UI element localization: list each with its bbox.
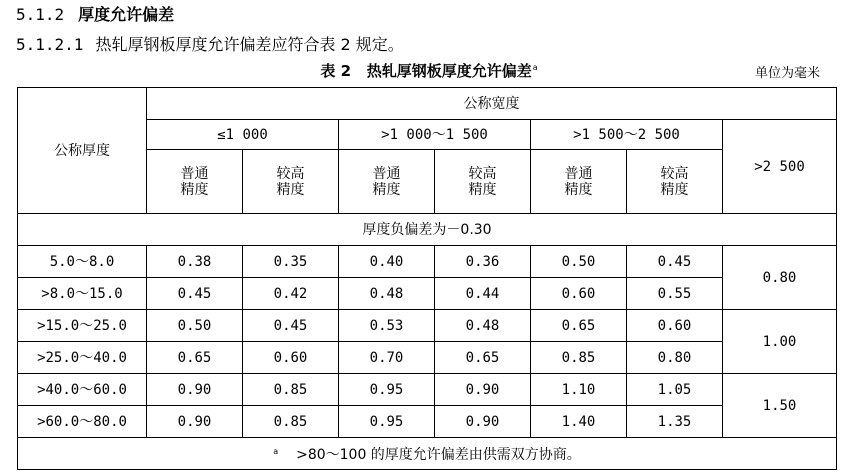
cell-value: 1.10 — [531, 374, 627, 406]
section-title: 厚度允许偏差 — [78, 5, 175, 24]
cell-value: 0.35 — [243, 246, 339, 278]
section-number: 5.1.2 — [16, 5, 65, 24]
table-row — [18, 406, 837, 438]
wide-width-value: 0.80 — [723, 246, 837, 310]
unit-label: 单位为毫米 — [754, 66, 820, 81]
table-label: 表 2 — [320, 62, 352, 80]
cell-value: 0.85 — [243, 406, 339, 438]
cell-value: 0.60 — [531, 278, 627, 310]
width-group-3: >1 500～2 500 — [531, 120, 723, 150]
footnote-text: >80～100 的厚度允许偏差由供需双方协商。 — [296, 447, 581, 463]
width-group-4: >2 500 — [723, 120, 837, 214]
clause-5-1-2-1 — [16, 32, 404, 55]
cell-value: 1.40 — [531, 406, 627, 438]
clause-text: 热轧厚钢板厚度允许偏差应符合表 2 规定。 — [95, 35, 404, 54]
row-thickness: 5.0～8.0 — [18, 246, 147, 278]
table-caption — [0, 60, 858, 81]
cell-value: 0.90 — [435, 374, 531, 406]
table-footnote — [18, 438, 837, 470]
cell-value: 0.44 — [435, 278, 531, 310]
header-nominal-width: 公称宽度 — [147, 88, 837, 120]
cell-value: 0.53 — [339, 310, 435, 342]
cell-value: 0.85 — [531, 342, 627, 374]
cell-value: 0.90 — [147, 406, 243, 438]
table-footnote-mark: a — [532, 63, 538, 72]
row-thickness: >25.0～40.0 — [18, 342, 147, 374]
cell-value: 0.45 — [147, 278, 243, 310]
cell-value: 0.40 — [339, 246, 435, 278]
subheader-common-precision: 普通 精度 — [147, 150, 243, 214]
cell-value: 0.55 — [627, 278, 723, 310]
cell-value: 0.60 — [243, 342, 339, 374]
row-thickness: >40.0～60.0 — [18, 374, 147, 406]
table-title: 热轧厚钢板厚度允许偏差 — [366, 62, 532, 80]
cell-value: 0.42 — [243, 278, 339, 310]
wide-width-value: 1.50 — [723, 374, 837, 438]
cell-value: 0.95 — [339, 406, 435, 438]
table-row — [18, 310, 837, 342]
cell-value: 0.50 — [531, 246, 627, 278]
cell-value: 0.85 — [243, 374, 339, 406]
row-thickness: >15.0～25.0 — [18, 310, 147, 342]
subheader-common-precision: 普通 精度 — [531, 150, 627, 214]
subheader-high-precision: 较高 精度 — [627, 150, 723, 214]
cell-value: 1.05 — [627, 374, 723, 406]
cell-value: 0.36 — [435, 246, 531, 278]
section-heading-5-1-2 — [16, 2, 174, 25]
cell-value: 0.70 — [339, 342, 435, 374]
cell-value: 0.95 — [339, 374, 435, 406]
cell-value: 0.80 — [627, 342, 723, 374]
table-row — [18, 342, 837, 374]
cell-value: 1.35 — [627, 406, 723, 438]
cell-value: 0.38 — [147, 246, 243, 278]
header-nominal-thickness: 公称厚度 — [18, 88, 147, 214]
subheader-high-precision: 较高 精度 — [243, 150, 339, 214]
cell-value: 0.48 — [435, 310, 531, 342]
cell-value: 0.45 — [243, 310, 339, 342]
cell-value: 0.90 — [147, 374, 243, 406]
negative-tolerance-row: 厚度负偏差为－0.30 — [18, 214, 837, 246]
wide-width-value: 1.00 — [723, 310, 837, 374]
cell-value: 0.65 — [147, 342, 243, 374]
cell-value: 0.48 — [339, 278, 435, 310]
cell-value: 0.45 — [627, 246, 723, 278]
thickness-tolerance-table — [17, 87, 837, 470]
width-group-1: ≤1 000 — [147, 120, 339, 150]
width-group-2: >1 000～1 500 — [339, 120, 531, 150]
clause-number: 5.1.2.1 — [16, 35, 84, 54]
table-row — [18, 246, 837, 278]
row-thickness: >60.0～80.0 — [18, 406, 147, 438]
subheader-common-precision: 普通 精度 — [339, 150, 435, 214]
cell-value: 0.65 — [435, 342, 531, 374]
table-row — [18, 374, 837, 406]
cell-value: 0.50 — [147, 310, 243, 342]
row-thickness: >8.0～15.0 — [18, 278, 147, 310]
table-row — [18, 278, 837, 310]
cell-value: 0.60 — [627, 310, 723, 342]
cell-value: 0.65 — [531, 310, 627, 342]
cell-value: 0.90 — [435, 406, 531, 438]
footnote-mark: a — [273, 447, 279, 456]
subheader-high-precision: 较高 精度 — [435, 150, 531, 214]
